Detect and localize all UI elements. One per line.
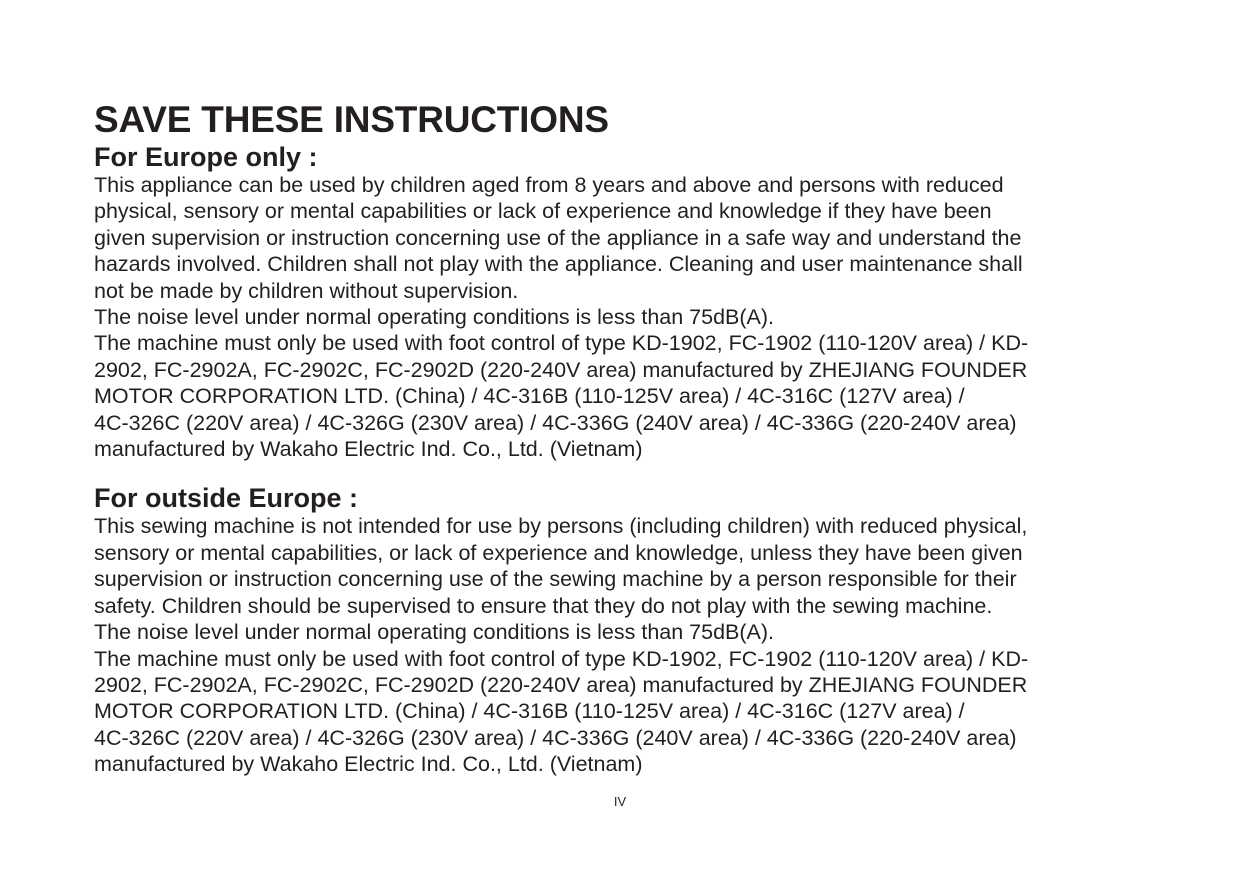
section-heading-europe: For Europe only : [94,142,318,172]
body-line: given supervision or instruction concerning use of the appliance in a safe way and understand the [94,225,1022,250]
section-europe [94,142,1154,462]
page-title: SAVE THESE INSTRUCTIONS [94,99,609,140]
body-line: MOTOR CORPORATION LTD. (China) / 4C-316B (110-125V area) / 4C-316C (127V area) / [94,384,965,409]
body-line: manufactured by Wakaho Electric Ind. Co., Ltd. (Vietnam) [94,437,643,462]
body-line: The noise level under normal operating conditions is less than 75dB(A). [94,620,775,645]
body-line: safety. Children should be supervised to ensure that they do not play with the sewing machine. [94,593,993,618]
body-line: 2902, FC-2902A, FC-2902C, FC-2902D (220-240V area) manufactured by ZHEJIANG FOUNDER [94,357,1028,382]
body-line: 2902, FC-2902A, FC-2902C, FC-2902D (220-240V area) manufactured by ZHEJIANG FOUNDER [94,672,1028,697]
body-line: 4C-326C (220V area) / 4C-326G (230V area) / 4C-336G (240V area) / 4C-336G (220-240V area) [94,725,1017,750]
body-line: The noise level under normal operating conditions is less than 75dB(A). [94,305,775,330]
body-line: sensory or mental capabilities, or lack of experience and knowledge, unless they have been given [94,540,1023,565]
body-line: The machine must only be used with foot control of type KD-1902, FC-1902 (110-120V area) / KD- [94,646,1029,671]
body-line: This sewing machine is not intended for use by persons (including children) with reduced physical, [94,514,1028,539]
body-line: not be made by children without supervision. [94,278,519,303]
body-line: supervision or instruction concerning use of the sewing machine by a person responsible for their [94,567,1017,592]
section-heading-outside-europe: For outside Europe : [94,483,359,514]
body-line: physical, sensory or mental capabilities or lack of experience and knowledge if they have been [94,199,992,224]
document-page [94,98,1154,778]
page-number: IV [613,794,627,809]
body-line: This appliance can be used by children aged from 8 years and above and persons with reduced [94,173,1004,197]
body-line: hazards involved. Children shall not play with the appliance. Cleaning and user maintenance shall [94,252,1023,277]
body-line: The machine must only be used with foot control of type KD-1902, FC-1902 (110-120V area) / KD- [94,331,1029,356]
section-outside-europe [94,483,1154,777]
section-body-outside-europe [94,513,1154,777]
body-line: manufactured by Wakaho Electric Ind. Co., Ltd. (Vietnam) [94,752,643,777]
body-line: MOTOR CORPORATION LTD. (China) / 4C-316B (110-125V area) / 4C-316C (127V area) / [94,699,965,724]
body-line: 4C-326C (220V area) / 4C-326G (230V area) / 4C-336G (240V area) / 4C-336G (220-240V area) [94,410,1017,435]
section-spacer [94,462,1154,483]
section-body-europe [94,172,1154,462]
